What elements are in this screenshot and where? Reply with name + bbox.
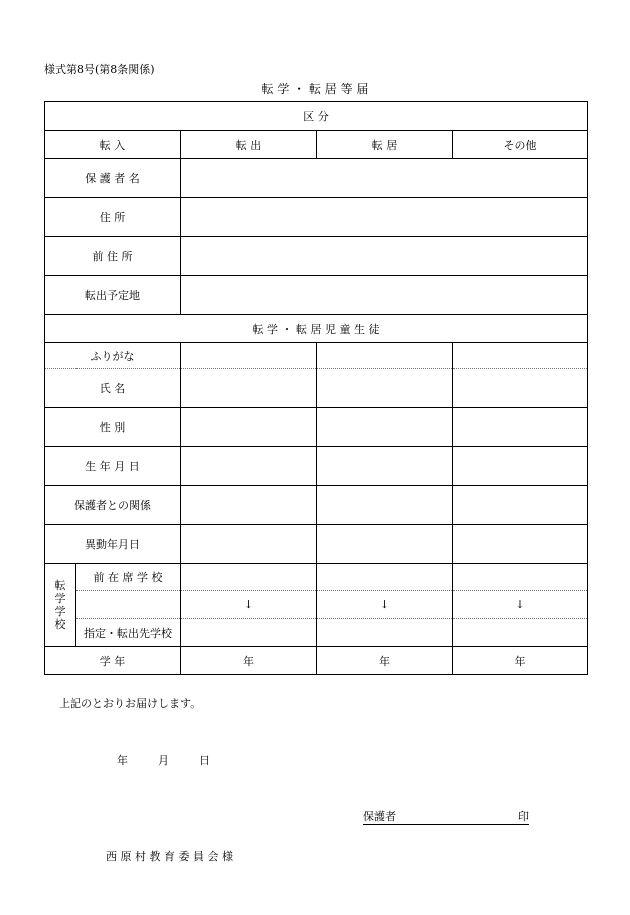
furigana-field-3[interactable] [453,343,588,369]
birthdate-label: 生 年 月 日 [45,447,181,486]
grade-row [45,647,588,675]
grade-suffix: 年 [514,654,526,668]
furigana-field-2[interactable] [317,343,453,369]
previous-address-row [45,237,588,276]
category-header-row [45,102,588,131]
planned-destination-field[interactable] [181,276,588,315]
grade-suffix: 年 [379,654,390,668]
category-options-row [45,131,588,159]
grade-field-1[interactable] [181,647,317,675]
closing-statement: 上記のとおりお届けします。 [59,697,202,710]
student-name-row [45,369,588,408]
document-title: 転 学 ・ 転 居 等 届 [261,82,369,96]
sex-row [45,408,588,447]
relation-field-2[interactable] [317,486,453,525]
previous-school-field-3[interactable] [453,564,588,591]
new-school-field-3[interactable] [453,619,588,647]
category-other[interactable]: その他 [453,131,588,159]
planned-destination-row [45,276,588,315]
category-header: 区 分 [45,102,588,131]
relation-field-3[interactable] [453,486,588,525]
sex-field-2[interactable] [317,408,453,447]
furigana-label: ふりがな [45,343,181,369]
date-day-label: 日 [199,754,210,767]
down-arrow-icon: ↓ [181,591,317,619]
previous-school-row [45,564,588,591]
student-name-field-3[interactable] [453,369,588,408]
change-date-field-1[interactable] [181,525,317,564]
student-name-label: 氏 名 [45,369,181,408]
relation-field-1[interactable] [181,486,317,525]
student-name-field-1[interactable] [181,369,317,408]
seal-label: 印 [518,810,529,823]
change-date-label: 異動年月日 [45,525,181,564]
guardian-name-field[interactable] [181,159,588,198]
grade-suffix: 年 [243,654,254,668]
relation-row [45,486,588,525]
new-school-label: 指定・転出先学校 [76,619,181,647]
sex-field-1[interactable] [181,408,317,447]
sex-field-3[interactable] [453,408,588,447]
grade-label: 学 年 [45,647,181,675]
address-field[interactable] [181,198,588,237]
guardian-signature-line[interactable] [363,808,529,825]
notification-form-table [44,101,588,675]
transfer-school-label-text: 転学学校 [54,579,66,631]
relation-label: 保護者との関係 [45,486,181,525]
down-arrow-icon: ↓ [453,591,588,619]
school-arrow-label-cell [76,591,181,619]
previous-school-label: 前 在 席 学 校 [76,564,181,591]
previous-address-label: 前 住 所 [45,237,181,276]
grade-field-3[interactable] [453,647,588,675]
category-move[interactable]: 転 居 [317,131,453,159]
students-section-header: 転 学 ・ 転 居 児 童 生 徒 [45,315,588,343]
change-date-row [45,525,588,564]
guardian-name-label: 保 護 者 名 [45,159,181,198]
guardian-name-row [45,159,588,198]
planned-destination-label: 転出予定地 [45,276,181,315]
previous-school-field-2[interactable] [317,564,453,591]
school-arrow-row [45,591,588,619]
category-transfer-out[interactable]: 転 出 [181,131,317,159]
previous-address-field[interactable] [181,237,588,276]
new-school-field-2[interactable] [317,619,453,647]
birthdate-row [45,447,588,486]
addressee: 西 原 村 教 育 委 員 会 様 [106,850,233,863]
guardian-label: 保護者 [363,810,396,823]
form-number: 様式第8号(第8条関係) [44,63,155,76]
submission-date[interactable] [117,752,210,768]
address-label: 住 所 [45,198,181,237]
sex-label: 性 別 [45,408,181,447]
new-school-field-1[interactable] [181,619,317,647]
student-name-field-2[interactable] [317,369,453,408]
date-month-label: 月 [158,754,169,767]
category-transfer-in[interactable]: 転 入 [45,131,181,159]
previous-school-field-1[interactable] [181,564,317,591]
change-date-field-2[interactable] [317,525,453,564]
transfer-school-label [45,564,76,647]
students-header-row [45,315,588,343]
new-school-row [45,619,588,647]
down-arrow-icon: ↓ [317,591,453,619]
birthdate-field-3[interactable] [453,447,588,486]
grade-field-2[interactable] [317,647,453,675]
furigana-row [45,343,588,369]
address-row [45,198,588,237]
birthdate-field-2[interactable] [317,447,453,486]
date-year-label: 年 [117,754,128,767]
birthdate-field-1[interactable] [181,447,317,486]
furigana-field-1[interactable] [181,343,317,369]
change-date-field-3[interactable] [453,525,588,564]
